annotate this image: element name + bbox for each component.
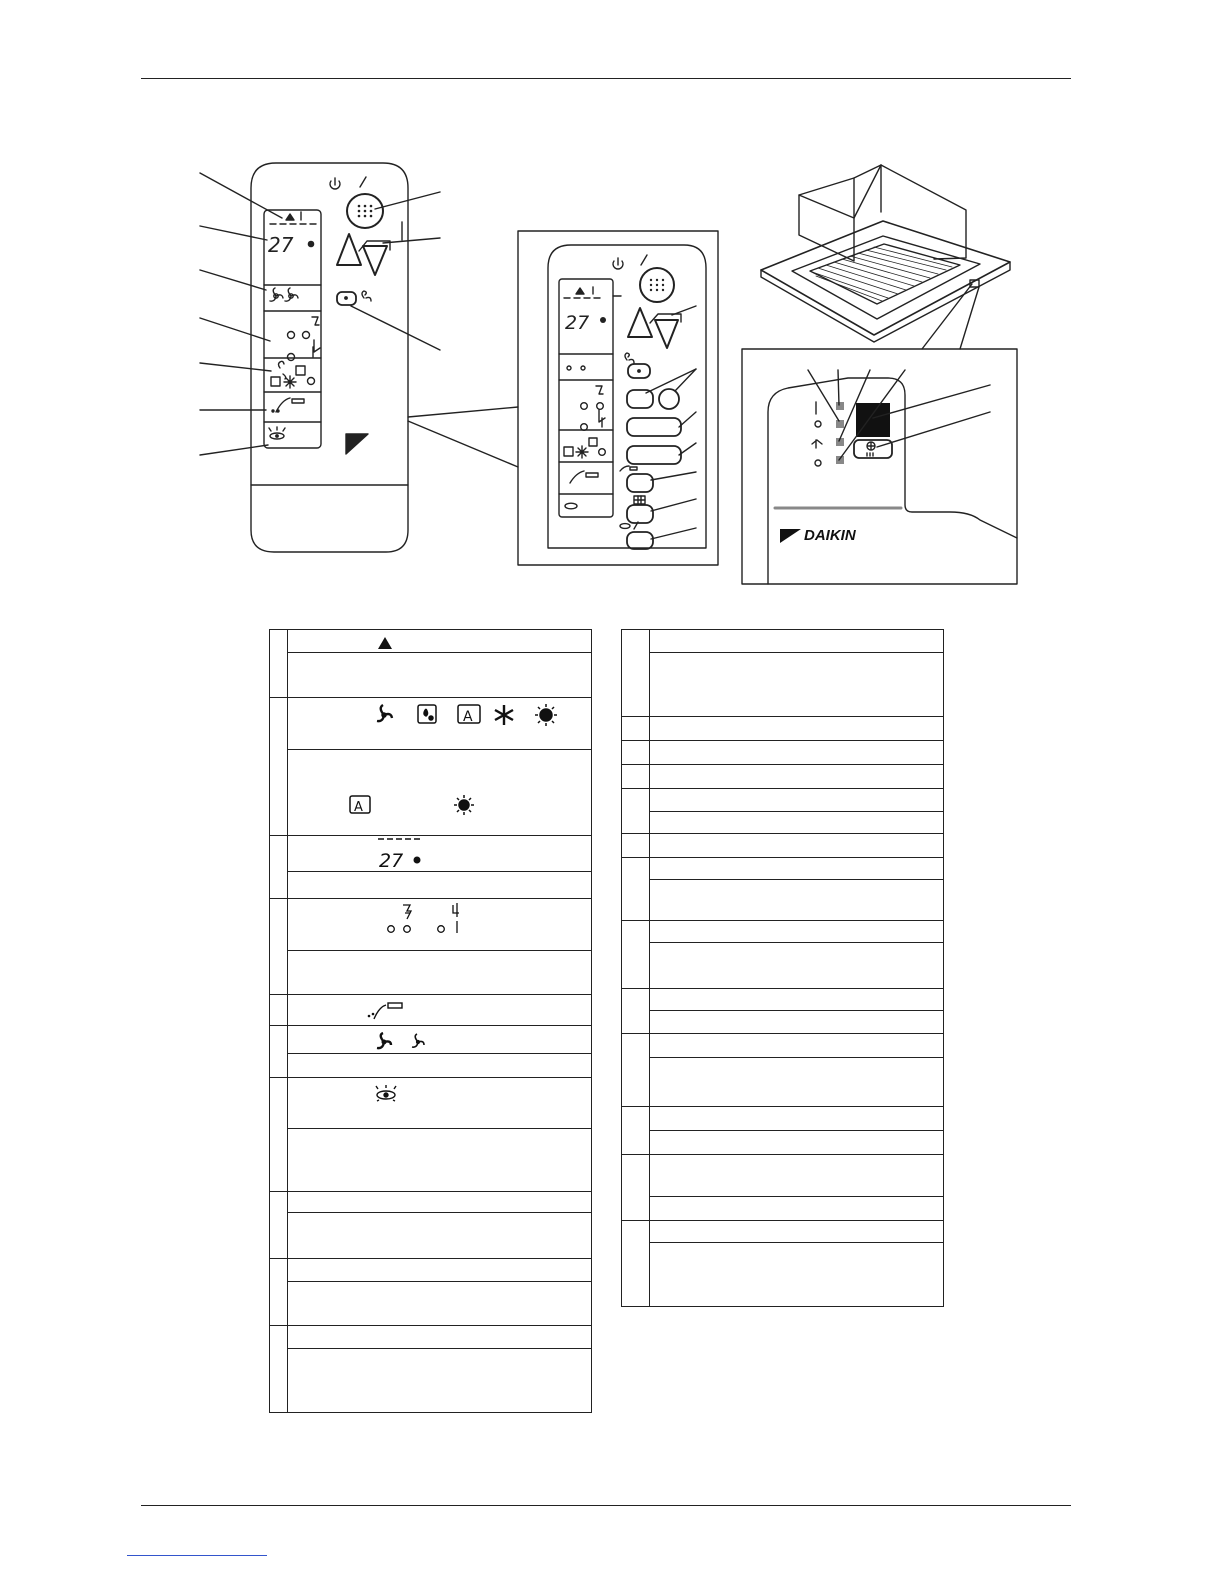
table-subrow	[288, 950, 591, 951]
timer-icons	[385, 901, 475, 937]
table-row	[622, 740, 943, 741]
detail-display-temp	[565, 312, 606, 334]
table-subrow	[288, 1128, 591, 1129]
remote-controller	[200, 163, 518, 552]
table-row	[622, 833, 943, 834]
table-subrow	[650, 1242, 943, 1243]
table-subrow	[288, 652, 591, 653]
auto-icon	[458, 705, 480, 725]
table-row	[622, 764, 943, 765]
fan-icon	[377, 705, 392, 721]
fan-icon-pair	[270, 288, 298, 301]
table-subrow	[288, 749, 591, 750]
table-subrow	[288, 1053, 591, 1054]
fan-speed-icons	[376, 1032, 436, 1052]
remote-display-temp	[268, 233, 314, 257]
daikin-panel-logo: DAIKIN	[804, 527, 856, 544]
left-table-number-column	[287, 630, 288, 1412]
table-row	[622, 1033, 943, 1034]
table-row	[622, 788, 943, 789]
table-row	[622, 1106, 943, 1107]
triangle-up-icon	[378, 637, 392, 649]
table-row	[270, 835, 591, 836]
table-row	[622, 857, 943, 858]
dry-icon	[418, 705, 436, 723]
right-table-number-column	[649, 630, 650, 1306]
table-row	[270, 1258, 591, 1259]
cassette-unit	[761, 165, 1010, 349]
table-row	[622, 1154, 943, 1155]
table-subrow	[288, 1348, 591, 1349]
table-row	[622, 920, 943, 921]
svg-text:27: 27	[268, 233, 294, 257]
table-row	[622, 988, 943, 989]
left-table	[269, 629, 592, 1413]
table-subrow	[650, 942, 943, 943]
table-row	[270, 898, 591, 899]
cool-icon	[495, 705, 513, 725]
svg-text:A: A	[354, 800, 363, 815]
inspection-icon	[374, 1084, 398, 1102]
table-row	[270, 994, 591, 995]
table-row	[270, 697, 591, 698]
auto-heat-note-icons	[348, 793, 478, 817]
receiver-panel	[742, 349, 1017, 584]
heat-icon	[535, 704, 557, 726]
swing-icon	[366, 1001, 406, 1021]
table-subrow	[650, 652, 943, 653]
svg-text:27: 27	[565, 312, 590, 334]
remote-detail-panel	[518, 231, 718, 565]
table-row	[622, 1220, 943, 1221]
table-row	[270, 1191, 591, 1192]
table-subrow	[650, 811, 943, 812]
mode-icons-row	[374, 702, 574, 728]
illustration	[0, 0, 1224, 600]
table-subrow	[288, 1281, 591, 1282]
table-subrow	[650, 1057, 943, 1058]
table-row	[622, 716, 943, 717]
footer-link-underline[interactable]	[127, 1555, 267, 1556]
right-table	[621, 629, 944, 1307]
table-subrow	[650, 1130, 943, 1131]
svg-text:A: A	[463, 709, 473, 725]
bottom-rule	[141, 1505, 1071, 1506]
table-subrow	[650, 1196, 943, 1197]
svg-text:27: 27	[379, 850, 404, 871]
table-row	[270, 1025, 591, 1026]
table-subrow	[650, 879, 943, 880]
table-subrow	[650, 1010, 943, 1011]
table-subrow	[288, 1212, 591, 1213]
temperature-display-icon	[376, 837, 426, 871]
table-subrow	[288, 871, 591, 872]
table-row	[270, 1325, 591, 1326]
table-row	[270, 1077, 591, 1078]
